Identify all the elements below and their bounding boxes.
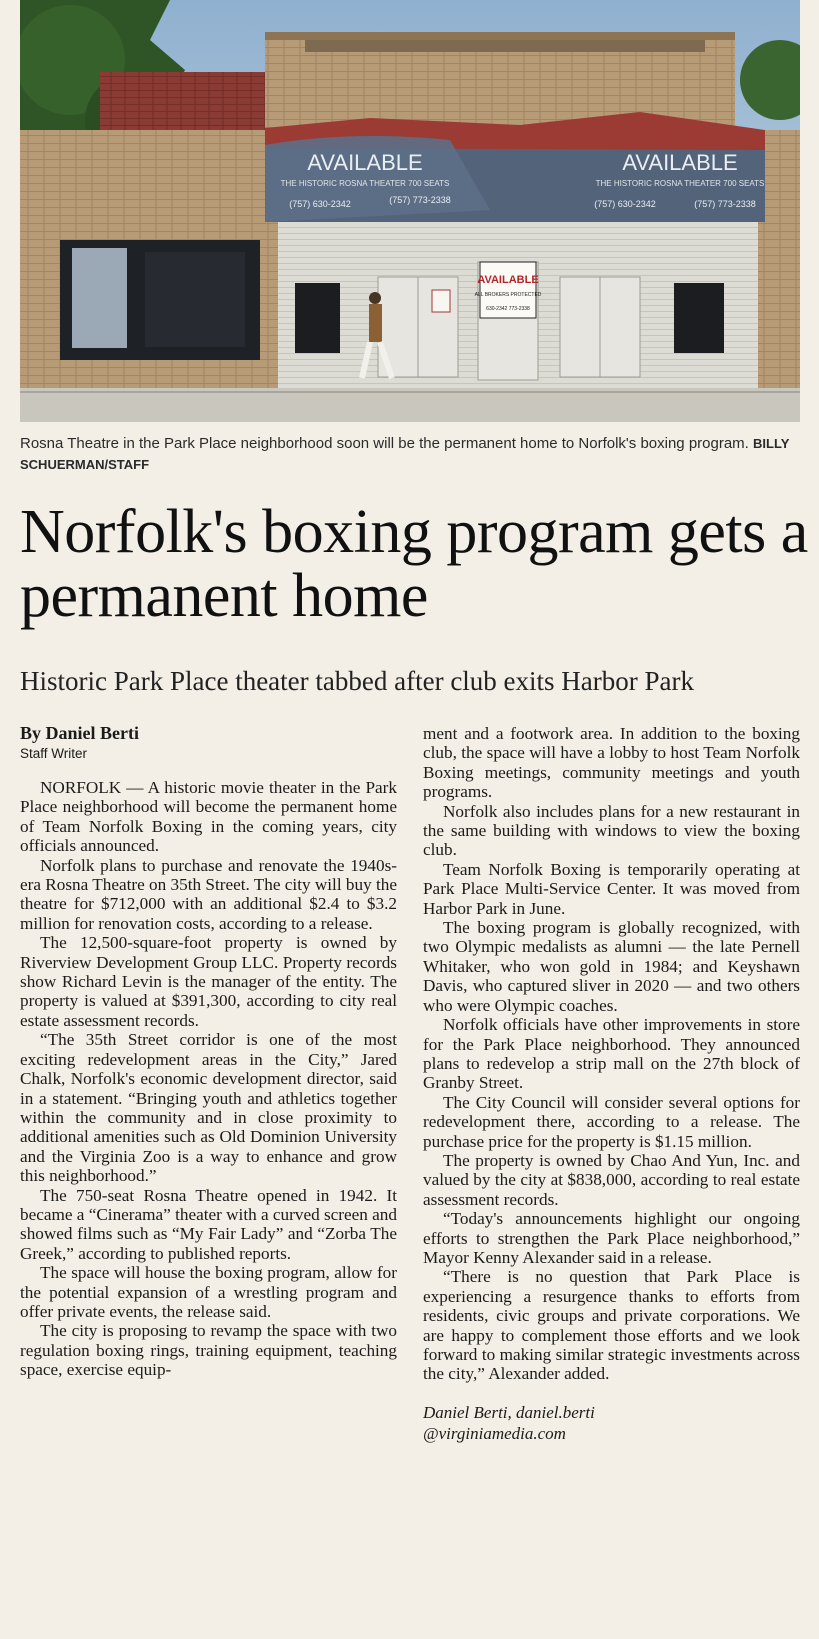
theater-photo bbox=[20, 0, 800, 422]
author-signature bbox=[423, 1402, 800, 1444]
byline-role: Staff Writer bbox=[20, 746, 88, 761]
marquee-left-phone2: (757) 773-2338 bbox=[389, 195, 451, 205]
headline: Norfolk's boxing program gets a permanent home bbox=[20, 498, 808, 630]
article-column-2 bbox=[423, 724, 800, 1444]
subheadline: Historic Park Place theater tabbed after club exits Harbor Park bbox=[20, 666, 694, 696]
marquee-left-sub: THE HISTORIC ROSNA THEATER 700 SEATS bbox=[280, 179, 450, 188]
marquee-right-phone: (757) 630-2342 bbox=[594, 199, 656, 209]
signature-line-1: Daniel Berti, daniel.berti bbox=[423, 1402, 595, 1422]
byline: By Daniel Berti bbox=[20, 723, 139, 743]
door-sign-sub: ALL BROKERS PROTECTED bbox=[474, 292, 542, 298]
paragraph: Norfolk plans to purchase and renovate the 1940s-era Rosna Theatre on 35th Street. The city will buy the theatre for $712,000 with an additional $2.4 to $3.2 million for renovation costs, according to a release. bbox=[20, 855, 397, 933]
paragraph: The property is owned by Chao And Yun, Inc. and valued by the city at $838,000, according to real estate assessment records. bbox=[423, 1150, 800, 1209]
paragraph: NORFOLK — A historic movie theater in the Park Place neighborhood will become the permanent home of Team Norfolk Boxing in the coming years, city officials announced. bbox=[20, 778, 397, 856]
marquee-right-title: AVAILABLE bbox=[622, 150, 738, 175]
rosna-theatre-illustration bbox=[20, 0, 800, 422]
signature-line-2: @virginiamedia.com bbox=[423, 1423, 566, 1443]
door-sign-phone: 630-2342 773-2338 bbox=[486, 306, 530, 312]
marquee-right-phone2: (757) 773-2338 bbox=[694, 199, 756, 209]
photo-caption bbox=[20, 433, 800, 475]
paragraph: The 12,500-square-foot property is owned by Riverview Development Group LLC. Property records show Richard Levin is the manager of the entity. The property is valued at $391,300, according to city real estate assessment records. bbox=[20, 933, 397, 1030]
caption-text: Rosna Theatre in the Park Place neighborhood soon will be the permanent home to Norfolk's boxing program. bbox=[20, 435, 749, 452]
paragraph: The 750-seat Rosna Theatre opened in 1942. It became a “Cinerama” theater with a curved screen and showed films such as “My Fair Lady” and “Zorba The Greek,” according to published reports. bbox=[20, 1185, 397, 1263]
paragraph: The city is proposing to revamp the space with two regulation boxing rings, training equipment, teaching space, exercise equip- bbox=[20, 1321, 397, 1380]
paragraph: “Today's announcements highlight our ongoing efforts to strengthen the Park Place neighborhood,” Mayor Kenny Alexander said in a release. bbox=[423, 1209, 800, 1267]
paragraph: Norfolk also includes plans for a new restaurant in the same building with windows to view the boxing club. bbox=[423, 801, 800, 860]
paragraph: Norfolk officials have other improvements in store for the Park Place neighborhood. They announced plans to redevelop a strip mall on the 27th block of Granby Street. bbox=[423, 1015, 800, 1093]
paragraph: “There is no question that Park Place is experiencing a resurgence thanks to efforts from residents, civic groups and private corporations. We are happy to complement those efforts and we look forward to making similar strategic investments across the city,” Alexander added. bbox=[423, 1267, 800, 1384]
door-sign-title: AVAILABLE bbox=[477, 274, 539, 286]
paragraph: The City Council will consider several options for redevelopment there, according to a release. The purchase price for the property is $1.15 million. bbox=[423, 1092, 800, 1151]
marquee-left-phone: (757) 630-2342 bbox=[289, 199, 351, 209]
paragraph: “The 35th Street corridor is one of the most exciting redevelopment areas in the City,” Jared Chalk, Norfolk's economic development director, said in a statement. “Bringing youth and athletics together within the community and in close proximity to additional amenities such as Old Dominion University and the Virginia Zoo is a way to enhance and grow this neighborhood.” bbox=[20, 1030, 397, 1186]
article-column-1 bbox=[20, 722, 397, 1380]
paragraph: The space will house the boxing program, allow for the potential expansion of a wrestling program and offer private events, the release said. bbox=[20, 1263, 397, 1321]
paragraph: The boxing program is globally recognized, with two Olympic medalists as alumni — the late Pernell Whitaker, who won gold in 1984; and Keyshawn Davis, who captured sliver in 2020 — and two others who were Olympic coaches. bbox=[423, 918, 800, 1015]
paragraph: Team Norfolk Boxing is temporarily operating at Park Place Multi-Service Center. It was moved from Harbor Park in June. bbox=[423, 859, 800, 918]
marquee-left-title: AVAILABLE bbox=[307, 150, 423, 175]
paragraph-continued: ment and a footwork area. In addition to the boxing club, the space will have a lobby to host Team Norfolk Boxing meetings, community meetings and youth programs. bbox=[423, 724, 800, 802]
photo-credit: BILLY SCHUERMAN/STAFF bbox=[20, 436, 790, 472]
marquee-right-sub: THE HISTORIC ROSNA THEATER 700 SEATS bbox=[595, 179, 765, 188]
